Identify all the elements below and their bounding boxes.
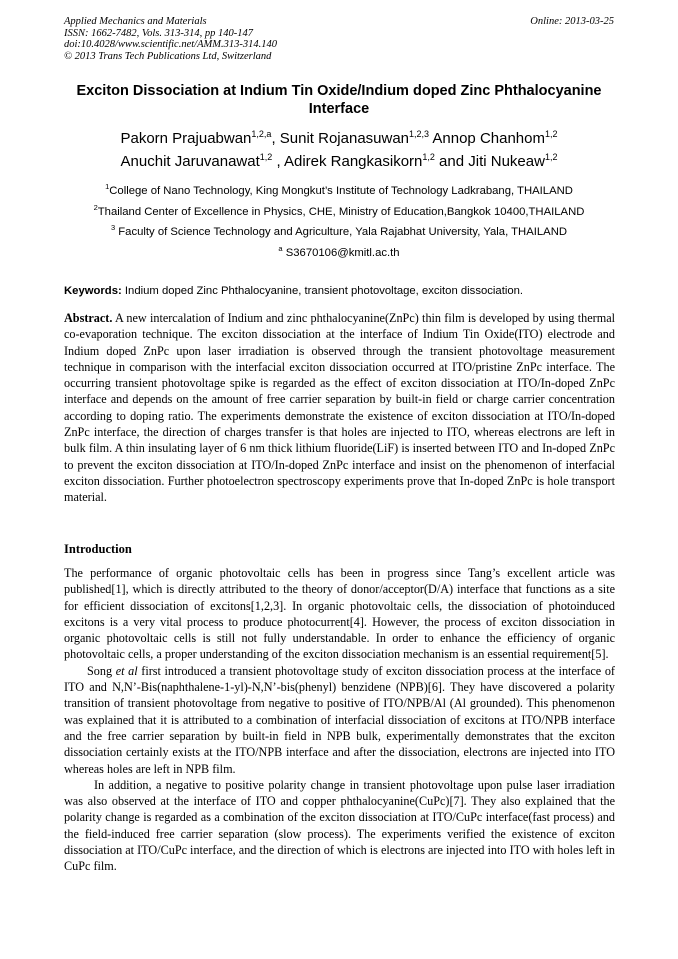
author-list bbox=[64, 127, 614, 173]
author-affiliation-mark: 1,2 bbox=[422, 152, 435, 162]
author-name: , Sunit Rojanasuwan bbox=[271, 130, 410, 147]
author-affiliation-mark: 1,2,a bbox=[251, 129, 272, 139]
issn-line: ISSN: 1662-7482, Vols. 313-314, pp 140-147 bbox=[64, 27, 253, 39]
abstract bbox=[64, 310, 615, 506]
running-header bbox=[64, 16, 277, 62]
author-name: Anuchit Jaruvanawat bbox=[120, 153, 260, 170]
copyright-line: © 2013 Trans Tech Publications Ltd, Switzerland bbox=[64, 50, 272, 62]
affiliation-3: $^3$ Faculty of Science Technology and Agriculture, Yala Rajabhat University, Yala, THAILAND bbox=[110, 223, 568, 238]
contact-email: $^a$ S3670106@kmitl.ac.th bbox=[278, 243, 400, 259]
paragraph: The performance of organic photovoltaic cells has been in progress since Tang’s excellent article was published[1], which is directly attributed to the theory of donor/acceptor(D/A) interface that functions as a site for efficient dissociation of excitons[1,2,3]. In organic photovoltaic cells, the dissociation of photoinduced excitons is a very vital process to produce photocurrent[4]. However, the process of exciton dissociation in organic photovoltaic cells is still not fully understandable. In order to enhance the efficiency of organic photovoltaic cells, a proper understanding of the exciton dissociation mechanism is an essential requirement[5]. bbox=[64, 566, 615, 662]
affiliation-1: $^1$College of Nano Technology, King Mongkut’s Institute of Technology Ladkrabang, THAILAND bbox=[105, 182, 573, 197]
paragraph: Song et al first introduced a transient photovoltage study of exciton dissociation process at the interface of ITO and N,N’-Bis(naphthalene-1-yl)-N,N’-bis(phenyl) benzidene (NPB)[6]. They have discovered a polarity transition of transient photovoltage from negative to positive of ITO/NPB/Al (Al grounded). This phenomenon was explained that it is attributed to a combination of interfacial dissociation of excitons at ITO/NPB interface and the free carrier separation by built-in field in NPB bulk, experimentally demonstrates that the exciton dissociation certainly exists at the ITO/NPB interface and after the dissociation, electrons are injected into ITO whereas holes are left in NPB film. bbox=[64, 663, 615, 776]
keywords bbox=[64, 284, 624, 298]
author-line-1 bbox=[64, 127, 614, 150]
paper-title: Exciton Dissociation at Indium Tin Oxide/Indium doped Zinc Phthalocyanine Interface bbox=[76, 83, 602, 117]
author-name: and Jiti Nukeaw bbox=[434, 153, 545, 170]
keywords-text: Indium doped Zinc Phthalocyanine, transient photovoltage, exciton dissociation. bbox=[121, 285, 524, 297]
abstract-text: A new intercalation of Indium and zinc phthalocyanine(ZnPc) thin film is developed by using thermal co-evaporation technique. The exciton dissociation at the interface of Indium Tin Oxide(ITO) electrode and Indium doped ZnPc upon laser irradiation is observed through the transient photovoltage measurement technique in comparison with the interfacial exciton dissociation occurred at ITO/pristine ZnPc interface. The occurring transient photovoltage spike is regarded as the effect of exciton dissociation at ITO/In-doped ZnPc interface and depends on the amount of free carrier separation by built-in field or charge carrier concentration according to doping ratio. The experiments demonstrate the existence of exciton dissociation at ITO/In-doped ZnPc interface, the direction of charges transfer is that holes are injected to ITO, whereas electrons are left in bulk film. A thin insulating layer of 6 nm thick lithium fluoride(LiF) is inserted between ITO and In-doped ZnPc to prevent the exciton dissociation at ITO/In-doped ZnPc interface and insist on the phenomenon of interfacial exciton dissociation. Further photoelectron spectroscopy experiments prove that In-doped ZnPc is hole transport material. bbox=[64, 311, 615, 505]
author-name: Pakorn Prajuabwan bbox=[120, 130, 252, 147]
introduction-body bbox=[64, 565, 615, 875]
paragraph: In addition, a negative to positive polarity change in transient photovoltage upon pulse laser irradiation was also observed at the interface of ITO and copper phthalocyanine(CuPc)[7]. They also explained that the polarity change is regarded as a combination of the exciton dissociation at ITO/CuPc interface(fast process) and the field-induced free carrier separation (slow process). The experiments verified the existence of exciton dissociation at ITO/CuPc interface, and the direction of which is electrons are injected into ITO with holes left in CuPc film. bbox=[64, 777, 615, 874]
author-line-2 bbox=[64, 150, 614, 173]
author-affiliation-mark: 1,2 bbox=[259, 152, 273, 162]
doi-line: doi:10.4028/www.scientific.net/AMM.313-314.140 bbox=[64, 39, 277, 50]
affiliation-list bbox=[64, 181, 614, 263]
online-date: Online: 2013-03-25 bbox=[530, 16, 614, 27]
author-affiliation-mark: 1,2 bbox=[544, 129, 558, 139]
keywords-label: Keywords: bbox=[64, 285, 122, 297]
section-heading-introduction: Introduction bbox=[64, 542, 132, 556]
abstract-label: Abstract. bbox=[64, 311, 113, 325]
affiliation-2: $^2$Thailand Center of Excellence in Physics, CHE, Ministry of Education,Bangkok 10400,THAILAND bbox=[93, 202, 585, 218]
journal-name: Applied Mechanics and Materials bbox=[64, 16, 207, 27]
author-affiliation-mark: 1,2 bbox=[544, 152, 558, 162]
author-name: Annop Chanhom bbox=[429, 130, 545, 147]
author-affiliation-mark: 1,2,3 bbox=[409, 129, 430, 139]
author-name: , Adirek Rangkasikorn bbox=[272, 153, 423, 170]
